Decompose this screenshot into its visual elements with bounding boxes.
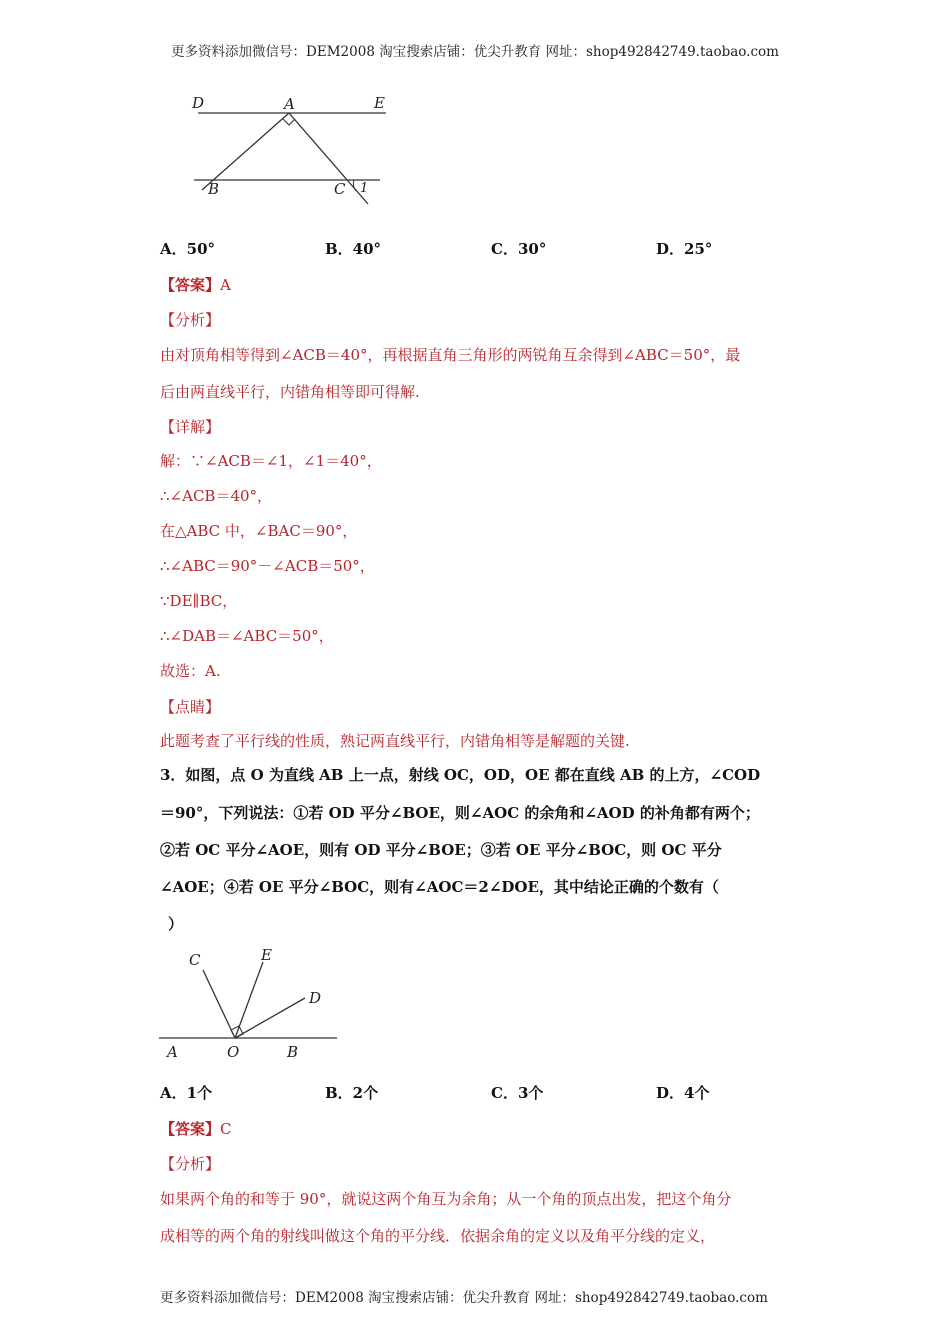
segment-AB	[202, 113, 289, 190]
label-A: A	[284, 95, 295, 113]
choice-c: C．3个	[491, 1084, 544, 1102]
analysis-line: 如果两个角的和等于 90°，就说这两个角互为余角；从一个角的顶点出发，把这个角分	[160, 1190, 732, 1208]
q3-stem-line: ∠AOE；④若 OE 平分∠BOC，则有∠AOC＝2∠DOE，其中结论正确的个数有（	[160, 878, 719, 896]
q2-answer	[160, 274, 231, 295]
detail-line: ∵DE∥BC，	[160, 592, 238, 610]
choice-b: B．2个	[325, 1084, 379, 1102]
analysis-line: 成相等的两个角的射线叫做这个角的平分线．依据余角的定义以及角平分线的定义，	[160, 1227, 716, 1245]
label-B: B	[287, 1043, 299, 1061]
choice-a: A．1个	[160, 1084, 213, 1102]
detail-line: 解：∵∠ACB＝∠1，∠1＝40°，	[160, 452, 382, 470]
analysis-label: 【分析】	[160, 311, 221, 329]
label-D: D	[192, 94, 205, 112]
analysis-line: 后由两直线平行，内错角相等即可得解.	[160, 383, 420, 401]
choice-c: C．30°	[491, 240, 547, 258]
answer-value: C	[220, 1120, 232, 1138]
comment-text: 此题考查了平行线的性质，熟记两直线平行，内错角相等是解题的关键.	[160, 732, 630, 750]
choice-b: B．40°	[325, 240, 382, 258]
detail-label: 【详解】	[160, 418, 221, 436]
label-E: E	[261, 946, 272, 964]
ray-OC	[203, 970, 235, 1038]
page-header: 更多资料添加微信号：DEM2008 淘宝搜索店铺：优尖升教育 网址：shop492842749.taobao.com	[171, 44, 779, 60]
choice-a: A．50°	[160, 240, 216, 258]
figure-parallel-lines	[180, 88, 395, 210]
right-angle-mark	[283, 119, 295, 125]
segment-AC	[289, 113, 368, 204]
answer-value: A	[220, 276, 231, 294]
label-1: 1	[360, 181, 369, 196]
q3-stem-line: ＝90°，下列说法：①若 OD 平分∠BOE，则∠AOC 的余角和∠AOD 的补角都有两个；	[160, 804, 760, 822]
detail-line: ∴∠DAB＝∠ABC＝50°，	[160, 627, 334, 645]
choice-d: D．25°	[656, 240, 713, 258]
detail-line: ∴∠ABC＝90°－∠ACB＝50°，	[160, 557, 375, 575]
analysis-line: 由对顶角相等得到∠ACB＝40°，再根据直角三角形的两锐角互余得到∠ABC＝50°，最	[160, 346, 741, 364]
comment-label: 【点睛】	[160, 698, 221, 716]
detail-line: 故选：A.	[160, 662, 221, 680]
choice-d: D．4个	[656, 1084, 710, 1102]
label-C: C	[189, 951, 201, 969]
detail-line: ∴∠ACB＝40°，	[160, 487, 273, 505]
label-O: O	[227, 1043, 240, 1061]
q3-stem-line: 3．如图，点 O 为直线 AB 上一点，射线 OC，OD，OE 都在直线 AB 的上方，∠COD	[160, 766, 761, 784]
label-D: D	[309, 989, 322, 1007]
analysis-label: 【分析】	[160, 1155, 221, 1173]
q3-answer	[160, 1118, 232, 1139]
ray-OD	[235, 998, 305, 1038]
figure-rays	[155, 940, 345, 1065]
label-A: A	[167, 1043, 178, 1061]
answer-label: 【答案】	[160, 276, 221, 294]
page-footer: 更多资料添加微信号：DEM2008 淘宝搜索店铺：优尖升教育 网址：shop492842749.taobao.com	[160, 1290, 768, 1306]
answer-label: 【答案】	[160, 1120, 221, 1138]
q3-stem-line: ②若 OC 平分∠AOE，则有 OD 平分∠BOE；③若 OE 平分∠BOC，则 OC 平分	[160, 841, 722, 859]
q3-stem-line: ）	[168, 915, 184, 933]
label-C: C	[334, 180, 346, 198]
label-B: B	[208, 180, 220, 198]
detail-line: 在△ABC 中，∠BAC＝90°，	[160, 522, 358, 540]
label-E: E	[374, 94, 385, 112]
